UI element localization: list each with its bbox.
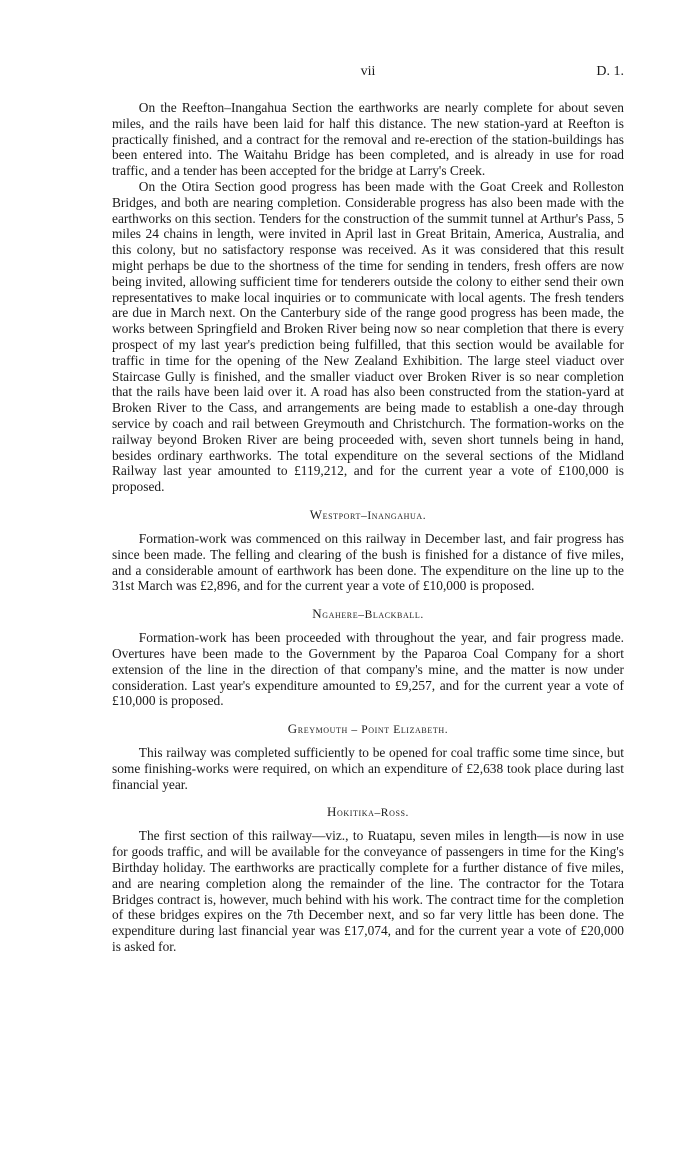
section-heading-westport-inangahua: Westport–Inangahua. (309, 506, 427, 522)
body-text (112, 100, 624, 955)
paragraph-otira-section: On the Otira Section good progress has been made with the Goat Creek and Rolleston Bridges, and both are nearing completion. Considerable progress has also been made with the earthworks on this section. Tenders for the construction of the summit tunnel at Arthur's Pass, 5 miles 24 chains in length, were invited in April last in Great Britain, America, Australia, and this colony, but no satisfactory response was received. As it was considered that this result might perhaps be due to the shortness of the time for sending in tenders, fresh offers are now being invited, allowing sufficient time for tenderers outside the colony to either send their own representatives to make local inquiries or to communicate with local agents. The fresh tenders are due in March next. On the Canterbury side of the range good progress has been made, the works between Springfield and Broken River being now so near completion that there is every prospect of my last year's prediction being fulfilled, that this section would be available for traffic in time for the opening of the New Zealand Exhibition. The large steel viaduct over Staircase Gully is finished, and the smaller viaduct over Broken River is so near completion that the rails have been laid over it. A road has also been constructed from the station-yard at Broken River to the Cass, and arrangements are being made to establish a one-day through service by coach and rail between Greymouth and Christchurch. The formation-works on the railway beyond Broken River are being proceeded with, seven short tunnels being in hand, besides ordinary earthworks. The total expenditure on the several sections of the Midland Railway last year amounted to £119,212, and for the current year a vote of £100,000 is proposed. (112, 178, 624, 495)
paragraph-ngahere-blackball: Formation-work has been proceeded with throughout the year, and fair progress made. Overtures have been made to the Government by the Paparoa Coal Company for a short extension of the line in the direction of that company's mine, and the matter is now under consideration. Last year's expenditure amounted to £9,257, and for the current year a vote of £10,000 is proposed. (112, 630, 624, 709)
paragraph-greymouth-point-elizabeth: This railway was completed sufficiently to be opened for coal traffic some time since, but some finishing-works were required, on which an expenditure of £2,638 took place during last financial year. (112, 745, 624, 792)
section-heading-ngahere-blackball: Ngahere–Blackball. (312, 606, 424, 622)
paragraph-westport-inangahua: Formation-work was commenced on this railway in December last, and fair progress has since been made. The felling and clearing of the bush is finished for a distance of five miles, and a considerable amount of earthwork has been done. The expenditure on the line up to the 31st March was £2,896, and for the current year a vote of £10,000 is proposed. (112, 530, 624, 594)
document-reference: D. 1. (596, 64, 624, 79)
page-header (112, 64, 624, 84)
paragraph-reefton-inangahua: On the Reefton–Inangahua Section the earthworks are nearly complete for about seven miles, and the rails have been laid for half this distance. The new station-yard at Reefton is practically finished, and a contract for the removal and re-erection of the station-buildings has been entered into. The Waitahu Bridge has been completed, and is already in use for road traffic, and a tender has been accepted for the bridge at Larry's Creek. (112, 100, 624, 179)
section-heading-hokitika-ross: Hokitika–Ross. (326, 804, 410, 820)
section-heading-greymouth-point-elizabeth: Greymouth – Point Elizabeth. (287, 721, 449, 737)
paragraph-hokitika-ross: The first section of this railway—viz., to Ruatapu, seven miles in length—is now in use for goods traffic, and will be available for the conveyance of passengers in time for the King's Birthday holiday. The earthworks are practically complete for a further distance of five miles, and are nearing completion along the remainder of the line. The contractor for the Totara Bridges contract is, however, much behind with his work. The contract time for the completion of these bridges expires on the 7th December next, and so far very little has been done. The expenditure during last financial year was £17,074, and for the current year a vote of £20,000 is asked for. (112, 828, 624, 955)
page-number: vii (360, 64, 376, 79)
